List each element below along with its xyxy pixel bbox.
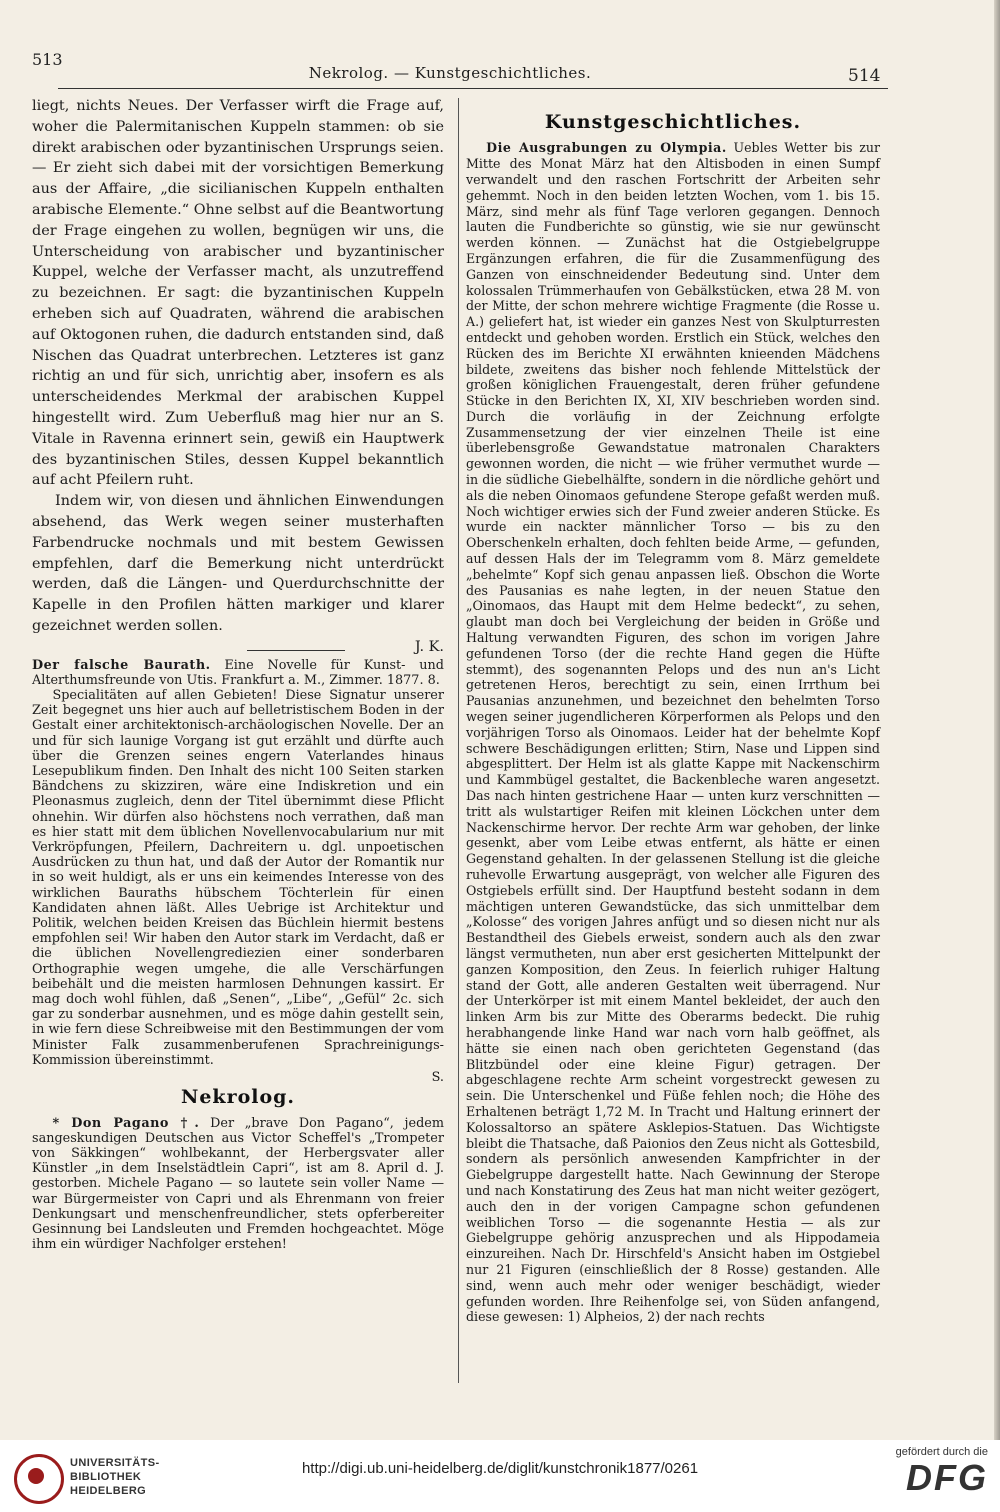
page-number-right: 514: [848, 66, 881, 86]
right-column: [466, 96, 880, 1325]
obituary-text: [32, 1116, 444, 1253]
permalink-url[interactable]: http://digi.ub.uni-heidelberg.de/diglit/kunstchronik1877/0261: [301, 1460, 699, 1477]
dfg-wordmark: DFG: [906, 1457, 988, 1498]
signature-jk: J. K.: [414, 638, 444, 655]
left-column: [32, 96, 444, 1252]
header-rule: [58, 88, 888, 89]
library-line-3: HEIDELBERG: [70, 1485, 147, 1497]
olympia-lead: Die Ausgrabungen zu Olympia.: [486, 140, 727, 156]
obituary-body: Der „brave Don Pagano“, jedem sangeskundigen Deutschen aus Victor Scheffel's „Trompeter von Säkkingen“ wohlbekannt, der Herbergsvater aller Künstler „in dem Inselstädtlein Capri“, ist am 8. April d. J. gestorben. Michele Pagano — so lautete sein voller Name — war Bürgermeister von Capri und als Ehrenmann von freier Denkungsart und menschenfreundlicher, stets opferbereiter Gesinnung bei Landsleuten und Fremden hochgeachtet. Möge ihm ein würdiger Nachfolger erstehen!: [32, 1115, 445, 1253]
kunstgeschichtliches-heading: Kunstgeschichtliches.: [544, 111, 802, 133]
page-edge-shadow: [994, 0, 1000, 1440]
running-title: Nekrolog. — Kunstgeschichtliches.: [308, 64, 592, 82]
review-continuation: liegt, nichts Neues. Der Verfasser wirft die Frage auf, woher die Palermitanischen Kuppeln stammen: ob sie direkt arabischen oder byzantinischen Ursprungs seien. — Er zieht sich dabei mit der vorsichtigen Bemerkung aus der Affaire, „die sicilianischen Kuppeln enthalten arabische Elemente.“ Ohne selbst auf die Beantwortung der Frage eingehen zu wollen, begnügen wir uns, die Unterscheidung von arabischer und byzantinischer Kuppel, welche der Verfasser macht, als unzutreffend zu bezeichnen. Er sagt: die byzantinischen Kuppeln erheben sich auf Quadraten, während die arabischen auf Oktogonen ruhen, die dadurch entstanden sind, daß Nischen das Quadrat unterbrechen. Letzteres ist ganz richtig an und für sich, unrichtig aber, insofern es als unterscheidendes Merkmal der arabischen Kuppel hingestellt wird. Zum Ueberfluß mag hier nur an S. Vitale in Ravenna erinnert sein, gewiß ein Hauptwerk des byzantinischen Stiles, dessen Kuppel bekanntlich auf acht Pfeilern ruht.: [32, 98, 444, 489]
signature-rule: [247, 650, 345, 651]
book-review-text: Specialitäten auf allen Gebieten! Diese Signatur unserer Zeit begegnet uns hier auch auf belletristischem Boden in der Gestalt einer architektonisch-archäologischen Novelle. Der an und für sich launige Vorgang ist gut erzählt und dürfte auch über die Grenzen seines engern Vaterlandes hinaus Lesepublikum finden. Den Inhalt des nicht 100 Seiten starken Bändchens zu skizziren, wäre eine Indiskretion und ein Pleonasmus zugleich, denn der Titel übernimmt diese Pflicht ohnehin. Wir dürfen also höchstens noch verrathen, daß man es hier statt mit dem üblichen Novellenvocabularium nur mit Verkröpfungen, Pfeilern, Dachreitern u. dgl. unpoetischen Ausdrücken zu thun hat, und daß der Autor der Romantik nur in so weit huldigt, als er uns ein keimendes Interesse von des wirklichen Bauraths hübschem Töchterlein für einen Kandidaten ahnen läßt. Alles Uebrige ist Architektur und Politik, welchen beiden Kreisen das Büchlein hiermit bestens empfohlen sei! Wir haben den Autor stark im Verdacht, daß er die üblichen Novellengrediezien einer sonderbaren Orthographie wegen umgehe, die alle Verschärfungen beibehält und die meisten harmlosen Dehnungen kassirt. Er mag doch wohl fühlen, daß „Senen“, „Libe“, „Gefül“ 2c. sich gar zu sonderbar ausnehmen, und es möge dahin gestellt sein, in wie fern diese Schreibweise mit den Bestimmungen der vom Minister Falk zusammenberufenen Sprachreinigungs-Kommission übereinstimmt.: [32, 687, 444, 1068]
signature-line: [32, 637, 444, 658]
olympia-report: [466, 140, 880, 1325]
library-line-2: BIBLIOTHEK: [70, 1471, 142, 1483]
book-details: Eine Novelle für Kunst- und Alterthumsfreunde von Utis. Frankfurt a. M., Zimmer. 1877. 8.: [32, 657, 444, 688]
olympia-body: Uebles Wetter bis zur Mitte des Monat März hat den Altisboden in einen Sumpf verwandelt und den raschen Fortschritt der Arbeiten sehr gehemmt. Noch in den beiden letzten Wochen, vom 1. bis 15. März, sind mehr als fünf Tage verloren gegangen. Dennoch lauten die Fundberichte so günstig, wie sie nur gewünscht werden können. — Zunächst hat die Ostgiebelgruppe Ergänzungen erfahren, die für die Zusammenfügung des Ganzen von einschneidender Bedeutung sind. Unter dem kolossalen Trümmerhaufen von Gebälkstücken, etwa 28 M. von der Mitte, der schon mehrere wichtige Fragmente (die Rosse u. A.) geliefert hat, ist wieder ein ganzes Nest von Skulpturresten entdeckt und gehoben worden. Erstlich ein Stück, welches den Rücken des im Berichte XI erwähnten knieenden Mädchens bildete, zweitens das bisher noch fehlende Mittelstück der großen königlichen Frauengestalt, deren früher gefundene Stücke in den Berichten IX, XI, XIV beschrieben worden sind. Durch die vorläufig in der Zeichnung erfolgte Zusammensetzung der vier einzelnen Theile ist eine überlebensgroße Gewandstatue matronalen Charakters gewonnen worden, die nicht — wie früher vermuthet wurde — in die südliche Giebelhälfte, sondern in die nördliche gehört und als die neben Oinomaos gefundene Sterope gefaßt werden muß. Noch wichtiger erwies sich der Fund zweier anderen Stücke. Es wurde ein nackter männlicher Torso — bis zu den Oberschenkeln erhalten, doch fehlten beide Arme, — gefunden, auf dessen Hals der im Telegramm vom 8. März gemeldete „behelmte“ Kopf sich genau anpassen ließ. Obschon die Worte des Pausanias es nahe legten, in der neuen Statue den „Oinomaos, das Haupt mit dem Helme bedeckt“, zu sehen, glaubt man doch bei Vergleichung der beiden in Größe und Haltung verwandten Figuren, des schon im vorigen Jahre gefundenen Torso (der die rechte Hand gegen die Hüfte stemmt), des sogenannten Pelops und des nun an's Licht getretenen Heros, berechtigt zu sein, einen Irrthum bei Pausanias anzunehmen, und bezeichnet den behelmten Torso wegen seiner jugendlicheren Körperformen als Pelops und den vorjährigen Torso als Oinomaos. Leider hat der behelmte Kopf schwere Beschädigungen erlitten; Stirn, Nase und Lippen sind abgesplittert. Der Helm ist als glatte Kappe mit Nackenschirm und Kammbügel gestaltet, die Backenbleche waren angesetzt. Das nach hinten gestrichene Haar — unten kurz verschnitten — tritt als wulstartiger Reifen mit kleinen Löckchen unter dem Nackenschirme hervor. Der rechte Arm war gehoben, der linke gesenkt, aber vom Leibe etwas entfernt, als hätte er einen Gegenstand gehalten. In der gelassenen Stellung ist die gleiche ruhevolle Erwartung ausgeprägt, von welcher alle Figuren des Ostgiebels erfüllt sind. Der Hauptfund besteht sodann in dem mächtigen unteren Gewandstücke, das sich unmittelbar dem „Kolosse“ des vorigen Jahres anfügt und so diesen nicht nur als Bestandtheil des Giebels erweist, sondern auch als den zwar längst vermutheten, nun aber erst gesicherten Mittelpunkt der ganzen Komposition, den Zeus. In feierlich ruhiger Haltung stand der Gott, alle anderen Gestalten weit überragend. Nur der Unterkörper ist mit einem Mantel bekleidet, der auch den linken Arm bis zur Mitte des Oberarms bedeckt. Die ruhig herabhangende linke Hand war nach vorn halb geöffnet, als hätte sie einen nach oben gerichteten Gegenstand (das Blitzbündel oder eine kleine Figur) getragen. Der abgeschlagene rechte Arm scheint vorgestreckt gewesen zu sein. Die Unterschenkel und Füße fehlen noch; die Höhe des Erhaltenen beträgt 1,72 M. In Tracht und Haltung erinnert der Kolossaltorso an spätere Asklepios-Statuen. Das Wichtigste bleibt die Thatsache, daß Paionios den Zeus nicht als Gottesbild, sondern als persönlich anwesenden Kampfrichter in der Giebelgruppe dargestellt hatte. Nach Gewinnung der Sterope und nach Konstatirung des Zeus hat man nicht weiter gezögert, auch den in der vorigen Campagne schon gefundenen weiblichen Torso — die sogenannte Hestia — als zur Giebelgruppe gehörig anzusprechen und als Hippodameia einzureihen. Nach Dr. Hirschfeld's Ansicht haben im Ostgiebel nur 21 Figuren (einschließlich der 8 Rosse) gestanden. Alle sind, wenn auch mehr oder weniger beschädigt, wieder gefunden worden. Ihre Reihenfolge sei, von Süden anfangend, diese gewesen: 1) Alpheios, 2) der nach rechts: [466, 140, 880, 1325]
book-title: Der falsche Baurath.: [32, 657, 211, 673]
running-header: [0, 44, 1000, 88]
library-line-1: UNIVERSITÄTS-: [70, 1457, 160, 1469]
nekrolog-heading: Nekrolog.: [180, 1086, 296, 1109]
signature-s: S.: [431, 1070, 444, 1085]
sponsor-text: gefördert durch die: [895, 1446, 988, 1458]
page-number-left: 513: [32, 50, 63, 69]
obituary-lead: * Don Pagano †.: [52, 1115, 200, 1131]
column-divider: [458, 98, 459, 1383]
review-conclusion: Indem wir, von diesen und ähnlichen Einwendungen absehend, das Werk wegen seiner musterhaften Farbendrucke nochmals und mit bestem Gewissen empfehlen, darf die Bemerkung nicht unterdrückt werden, daß die Längen- und Querdurchschnitte der Kapelle in den Profilen hätten markiger und klarer gezeichnet werden sollen.: [32, 493, 444, 634]
digitization-footer: [0, 1440, 1000, 1512]
dfg-logo[interactable]: [858, 1446, 988, 1506]
book-review-heading: [32, 658, 444, 688]
